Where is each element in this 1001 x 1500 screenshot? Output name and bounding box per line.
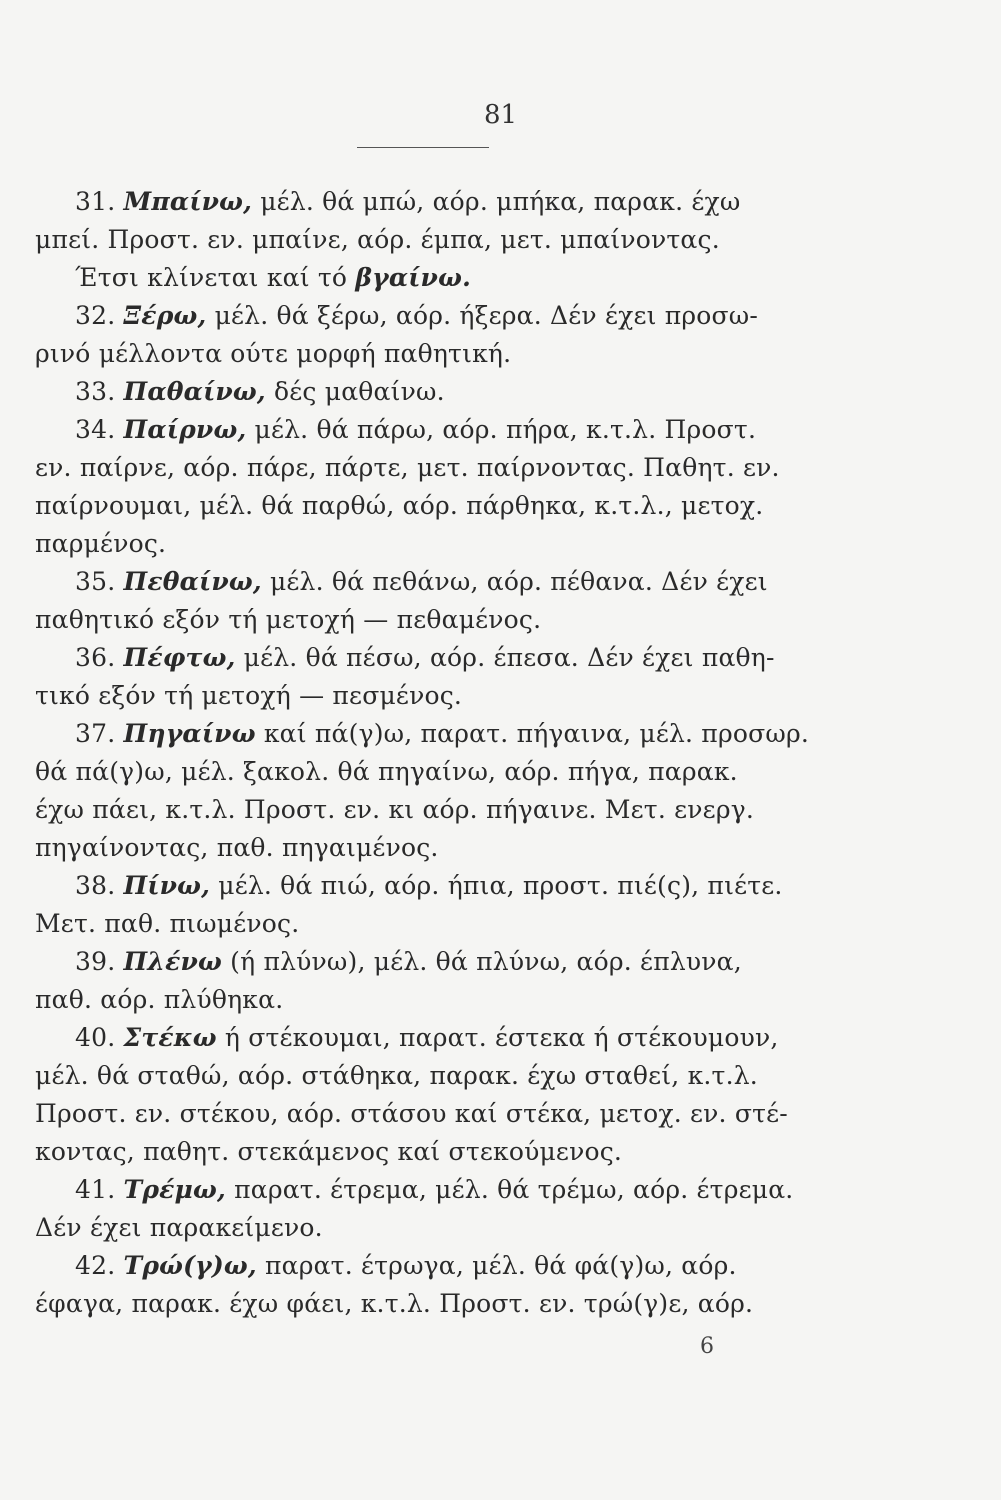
body-text [35,183,810,1323]
verb-headword: Πέφτω, [123,643,236,672]
page-number: 81 [483,100,518,130]
text-line [35,525,810,563]
text-line [35,221,810,259]
text-line [35,1133,810,1171]
line-text: παρατ. έτρωγα, μέλ. θά φά(γ)ω, αόρ. [256,1251,737,1280]
entry-number: 35. [75,567,116,596]
text-line [35,905,810,943]
line-text: παθ. αόρ. πλύθηκα. [35,985,284,1014]
verb-headword: Μπαίνω, [123,187,253,216]
text-line [35,601,810,639]
line-text: πηγαίνοντας, παθ. πηγαιμένος. [35,833,439,862]
line-text: (ή πλύνω), μέλ. θά πλύνω, αόρ. έπλυνα, [222,947,742,976]
text-line [35,373,810,411]
line-text: Δέν έχει παρακείμενο. [35,1213,323,1242]
line-text: μέλ. θά μπώ, αόρ. μπήκα, παρακ. έχω [252,187,741,216]
verb-headword: βγαίνω. [355,263,472,292]
signature-mark: 6 [700,1334,714,1359]
text-line [35,1209,810,1247]
text-line [35,487,810,525]
entry-number: 36. [75,643,116,672]
text-line [35,867,810,905]
entry-number: 37. [75,719,116,748]
text-line [35,753,810,791]
text-line [35,183,810,221]
entry-number: 34. [75,415,116,444]
verb-headword: Τρέμω, [123,1175,226,1204]
entry-number: 40. [75,1023,116,1052]
text-line [35,1019,810,1057]
line-text: ή στέκουμαι, παρατ. έστεκα ή στέκουμουν, [216,1023,779,1052]
line-text: εν. παίρνε, αόρ. πάρε, πάρτε, μετ. παίρνοντας. Παθητ. εν. [35,453,780,482]
line-text: παθητικό εξόν τή μετοχή — πεθαμένος. [35,605,542,634]
header-rule [357,147,489,148]
text-line [35,335,810,373]
line-text: μέλ. θά πέσω, αόρ. έπεσα. Δέν έχει παθη- [235,643,775,672]
line-text: έχω πάει, κ.τ.λ. Προστ. εν. κι αόρ. πήγαινε. Μετ. ενεργ. [35,795,755,824]
line-text: έφαγα, παρακ. έχω φάει, κ.τ.λ. Προστ. εν. τρώ(γ)ε, αόρ. [35,1289,754,1318]
text-line [35,411,810,449]
verb-headword: Τρώ(γ)ω, [123,1251,257,1280]
text-line [35,829,810,867]
verb-headword: Παίρνω, [123,415,247,444]
line-text: Έτσι κλίνεται καί τό [75,263,356,292]
text-line [35,297,810,335]
text-line [35,639,810,677]
verb-headword: Πηγαίνω [123,719,256,748]
entry-number: 41. [75,1175,116,1204]
entry-number: 31. [75,187,116,216]
line-text: μπεί. Προστ. εν. μπαίνε, αόρ. έμπα, μετ. μπαίνοντας. [35,225,720,254]
line-text: ρινό μέλλοντα ούτε μορφή παθητική. [35,339,512,368]
verb-headword: Παθαίνω, [123,377,266,406]
line-text: κοντας, παθητ. στεκάμενος καί στεκούμενος. [35,1137,623,1166]
text-line [35,1171,810,1209]
entry-number: 32. [75,301,116,330]
line-text: δές μαθαίνω. [265,377,445,406]
text-line [35,259,810,297]
entry-number: 38. [75,871,116,900]
text-line [35,791,810,829]
verb-headword: Στέκω [123,1023,217,1052]
line-text: Μετ. παθ. πιωμένος. [35,909,300,938]
text-line [35,943,810,981]
entry-number: 42. [75,1251,116,1280]
line-text: παρατ. έτρεμα, μέλ. θά τρέμω, αόρ. έτρεμα. [225,1175,794,1204]
line-text: μέλ. θά σταθώ, αόρ. στάθηκα, παρακ. έχω σταθεί, κ.τ.λ. [35,1061,758,1090]
text-line [35,1247,810,1285]
line-text: μέλ. θά πιώ, αόρ. ήπια, προστ. πιέ(ς), πιέτε. [210,871,783,900]
verb-headword: Πεθαίνω, [123,567,262,596]
text-line [35,1095,810,1133]
text-line [35,715,810,753]
text-line [35,1057,810,1095]
entry-number: 33. [75,377,116,406]
verb-headword: Ξέρω, [123,301,207,330]
line-text: καί πά(γ)ω, παρατ. πήγαινα, μέλ. προσωρ. [255,719,809,748]
line-text: παίρνουμαι, μέλ. θά παρθώ, αόρ. πάρθηκα, κ.τ.λ., μετοχ. [35,491,764,520]
text-line [35,981,810,1019]
line-text: μέλ. θά πεθάνω, αόρ. πέθανα. Δέν έχει [261,567,768,596]
line-text: παρμένος. [35,529,167,558]
line-text: Προστ. εν. στέκου, αόρ. στάσου καί στέκα, μετοχ. εν. στέ- [35,1099,788,1128]
line-text: μέλ. θά ξέρω, αόρ. ήξερα. Δέν έχει προσω- [206,301,759,330]
line-text: μέλ. θά πάρω, αόρ. πήρα, κ.τ.λ. Προστ. [246,415,757,444]
line-text: τικό εξόν τή μετοχή — πεσμένος. [35,681,463,710]
verb-headword: Πίνω, [123,871,211,900]
text-line [35,1285,810,1323]
entry-number: 39. [75,947,116,976]
verb-headword: Πλένω [123,947,223,976]
line-text: θά πά(γ)ω, μέλ. ξακολ. θά πηγαίνω, αόρ. πήγα, παρακ. [35,757,738,786]
text-line [35,563,810,601]
text-line [35,677,810,715]
text-line [35,449,810,487]
